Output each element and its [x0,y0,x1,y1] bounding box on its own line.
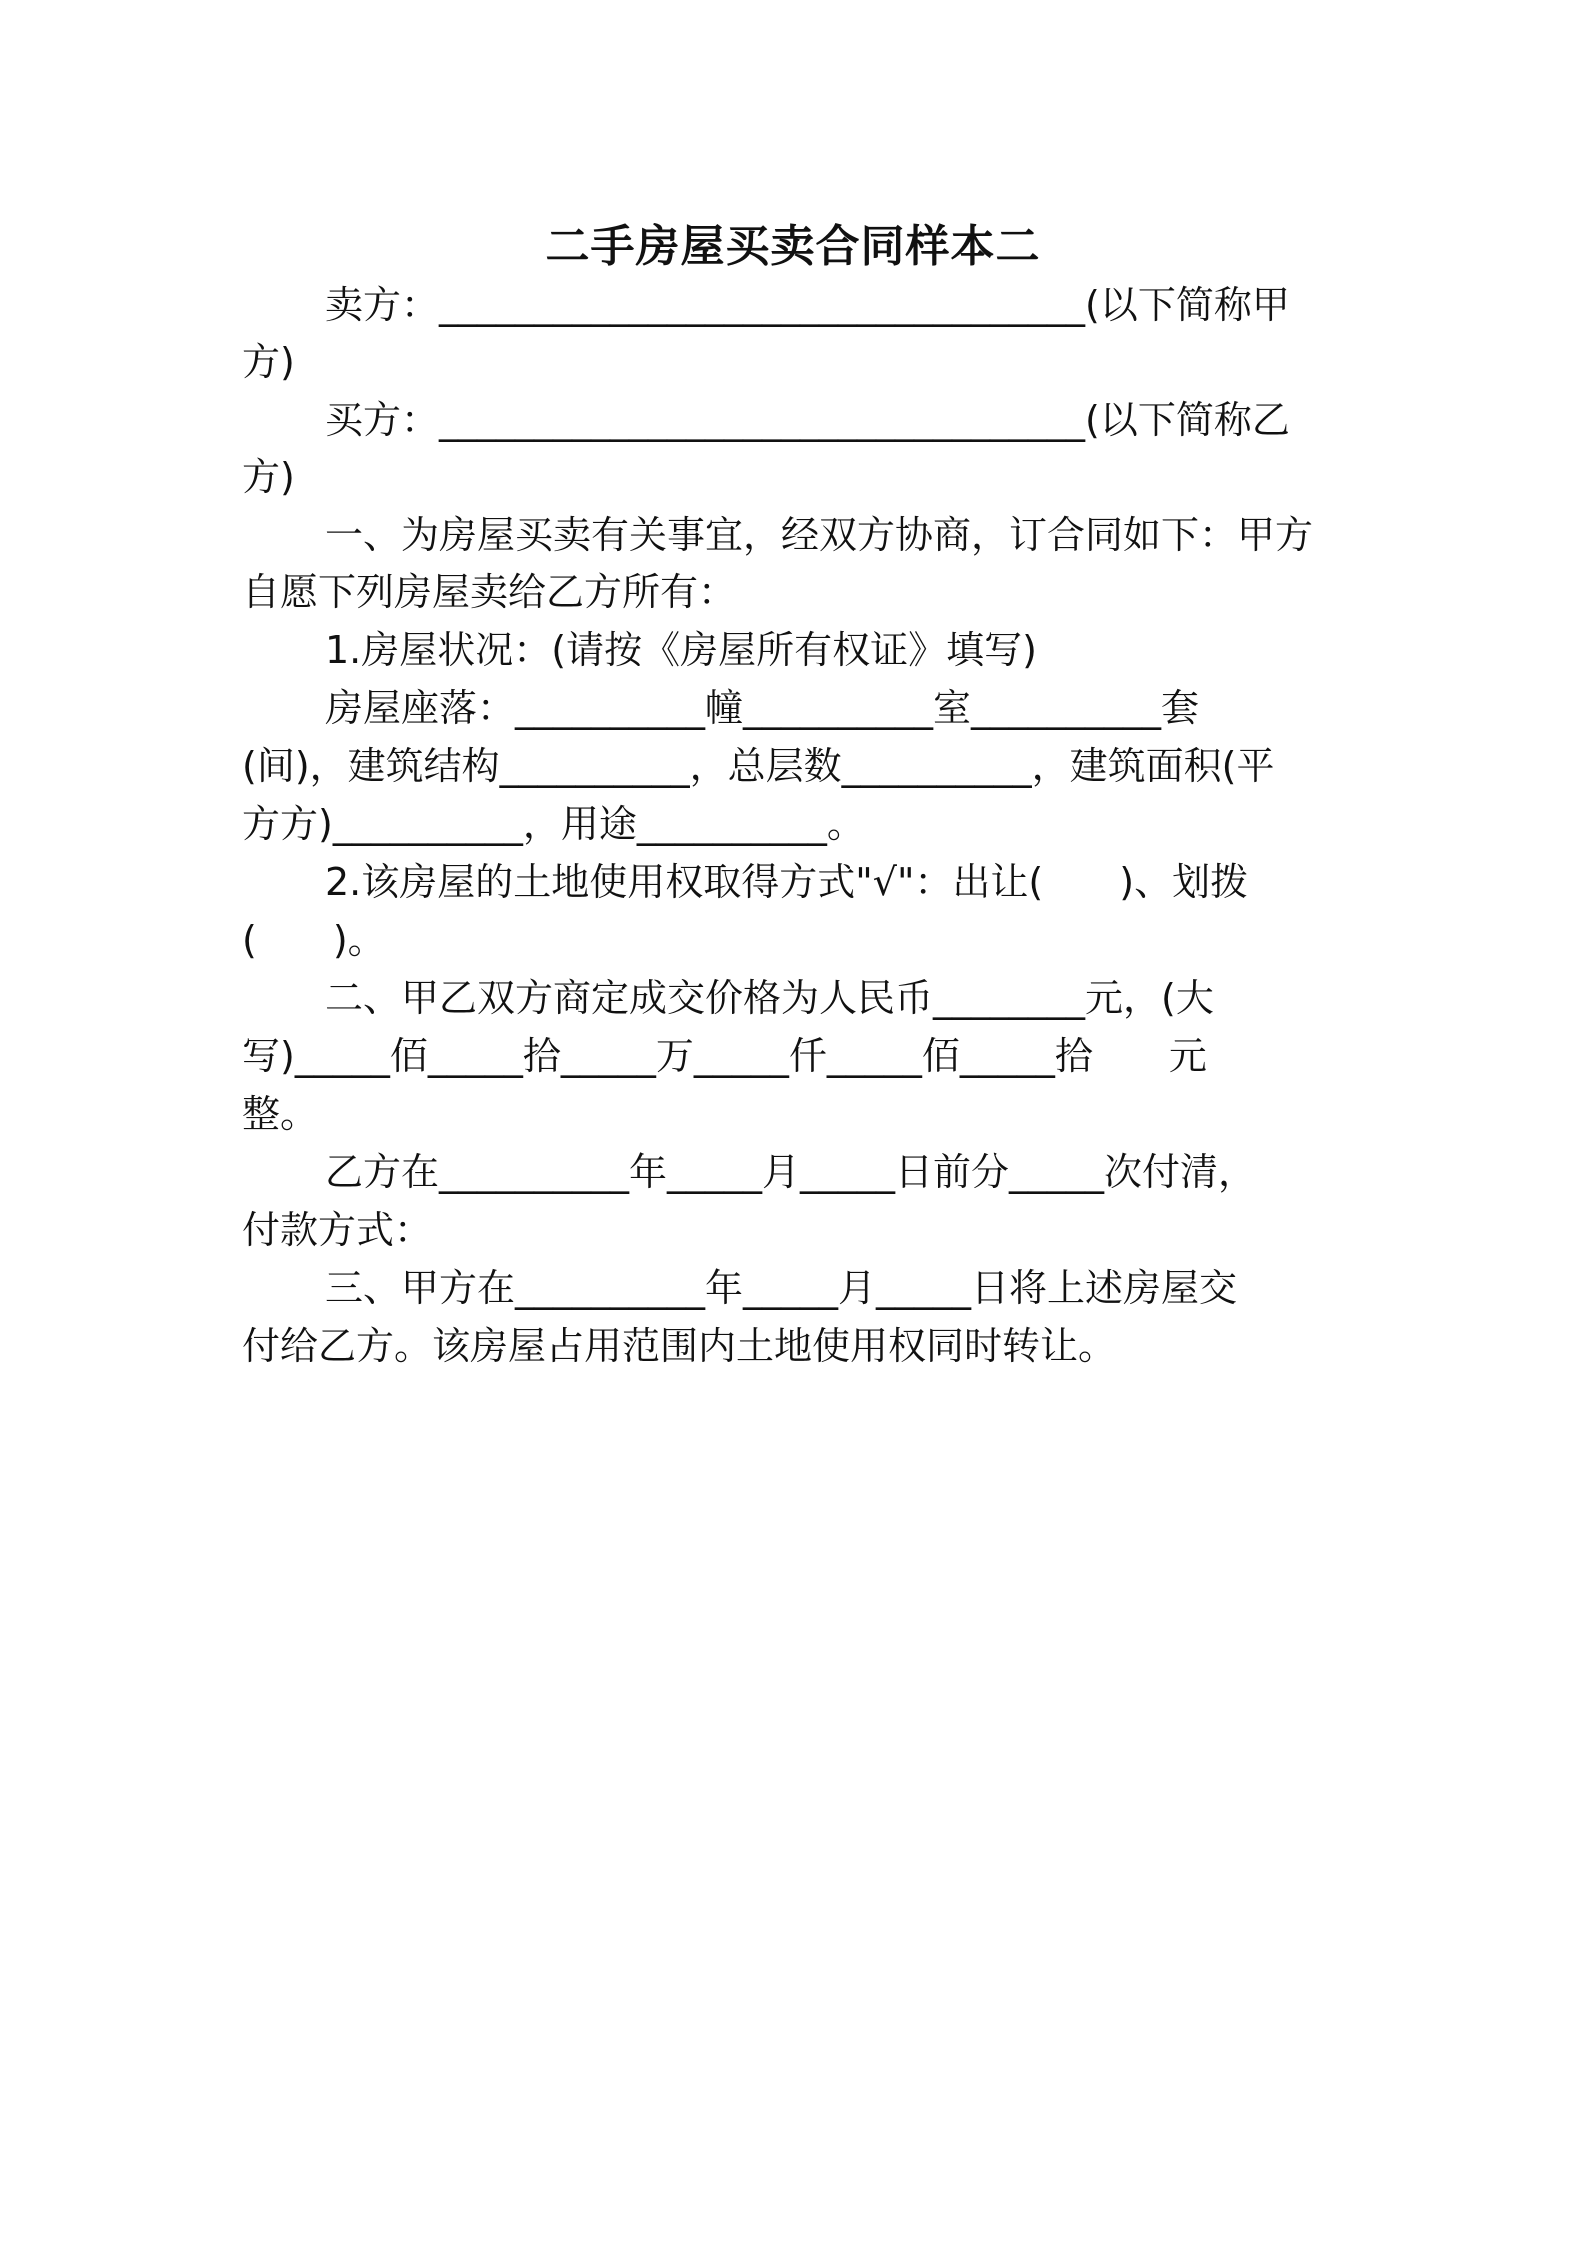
clause-3-line-cont: 付给乙方。该房屋占用范围内土地使用权同时转让。 [242,1324,1117,1368]
payment-line: 乙方在__________年_____月_____日前分_____次付清， [325,1150,1257,1194]
clause-3-line: 三、甲方在__________年_____月_____日将上述房屋交 [325,1266,1238,1310]
price-line-end: 整。 [242,1092,319,1136]
price-line: 二、甲乙双方商定成交价格为人民币________元，(大 [325,976,1214,1020]
house-area-line: 方方)__________，用途__________。 [242,802,865,846]
house-location-line: 房屋座落：__________幢__________室__________套 [325,686,1200,730]
land-right-line-cont: ( )。 [242,918,386,962]
clause-1-line: 一、为房屋买卖有关事宜，经双方协商，订合同如下：甲方 [325,513,1314,557]
house-status-line: 1.房屋状况：(请按《房屋所有权证》填写) [325,628,1037,672]
clause-1-line-cont: 自愿下列房屋卖给乙方所有： [242,570,737,614]
seller-line-cont: 方) [242,340,295,384]
seller-line: 卖方：__________________________________(以下简称甲 [325,283,1290,327]
price-line-cont: 写)_____佰_____拾_____万_____仟_____佰_____拾 元 [242,1034,1207,1078]
buyer-line-cont: 方) [242,455,295,499]
payment-method-line: 付款方式： [242,1208,433,1252]
land-right-line: 2.该房屋的土地使用权取得方式"√"：出让( )、划拨 [325,860,1249,904]
buyer-line: 买方：__________________________________(以下简称乙 [325,398,1290,442]
house-structure-line: (间)，建筑结构__________，总层数__________，建筑面积(平 [242,744,1275,788]
document-title: 二手房屋买卖合同样本二 [545,221,1041,272]
